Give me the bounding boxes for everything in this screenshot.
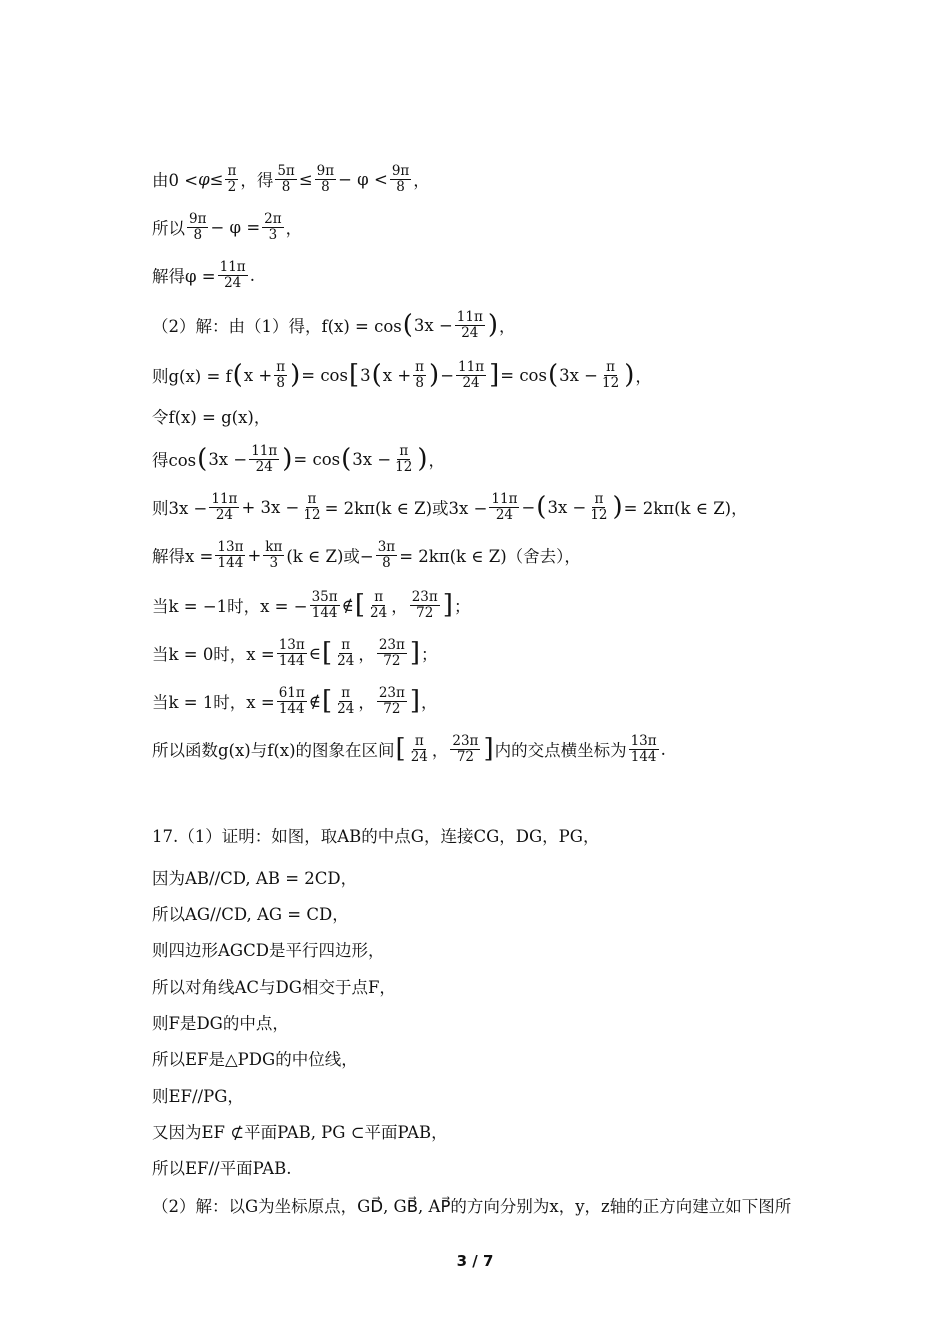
text: 当k = 1时，x = bbox=[152, 693, 275, 712]
text: ， bbox=[499, 317, 516, 336]
bracket-close: ] bbox=[489, 360, 500, 390]
denominator: 144 bbox=[311, 604, 338, 621]
solution-line bbox=[152, 726, 666, 772]
text: = cos bbox=[301, 365, 348, 385]
text: 3x − bbox=[352, 449, 392, 469]
fraction bbox=[489, 492, 519, 521]
fraction bbox=[376, 540, 397, 569]
denominator: 12 bbox=[590, 506, 608, 523]
fraction bbox=[274, 360, 287, 389]
bracket-open: [ bbox=[354, 590, 366, 620]
solution-line bbox=[152, 156, 430, 202]
fraction bbox=[450, 734, 480, 763]
problem-17-heading bbox=[152, 812, 599, 858]
denominator: 8 bbox=[276, 374, 285, 391]
text: = 2kπ(k ∈ Z)， bbox=[623, 499, 748, 518]
denominator: 144 bbox=[630, 748, 657, 765]
fraction bbox=[600, 360, 621, 389]
text: 由0 < bbox=[152, 171, 199, 190]
numerator: π bbox=[227, 163, 237, 180]
fraction bbox=[455, 310, 485, 339]
numerator: 5π bbox=[277, 163, 295, 180]
fraction bbox=[335, 638, 356, 667]
solution-line bbox=[152, 436, 445, 482]
denominator: 72 bbox=[416, 604, 434, 621]
text: ； bbox=[453, 597, 471, 616]
text: ， bbox=[421, 693, 438, 712]
paren-open: ( bbox=[232, 360, 243, 390]
text: 17.（1）证明：如图，取AB的中点G，连接CG，DG，PG， bbox=[152, 827, 600, 846]
numerator: 11π bbox=[456, 309, 483, 326]
fraction bbox=[377, 686, 407, 715]
numerator: 11π bbox=[251, 443, 278, 460]
text: 3x − bbox=[547, 497, 587, 517]
numerator: 23π bbox=[378, 685, 405, 702]
numerator: 23π bbox=[378, 637, 405, 654]
text: 因为AB//CD, AB = 2CD， bbox=[152, 869, 358, 888]
fraction bbox=[413, 360, 426, 389]
bracket-close: ] bbox=[409, 638, 421, 668]
text: 3x − bbox=[559, 365, 598, 385]
fraction bbox=[277, 686, 307, 715]
text: 则F是DG的中点， bbox=[152, 1014, 289, 1033]
numerator: π bbox=[276, 359, 286, 376]
text: . bbox=[249, 265, 255, 285]
text: 3x − bbox=[413, 315, 453, 335]
text: − φ = bbox=[210, 217, 261, 237]
paren-open: ( bbox=[341, 444, 352, 474]
paren-open: ( bbox=[402, 310, 413, 340]
fraction bbox=[368, 590, 389, 619]
text: 当k = 0时，x = bbox=[152, 645, 275, 664]
bracket-open: [ bbox=[395, 734, 406, 764]
numerator: π bbox=[414, 733, 424, 750]
solution-line bbox=[152, 393, 270, 439]
numerator: 9π bbox=[391, 163, 410, 180]
fraction bbox=[410, 590, 440, 619]
denominator: 72 bbox=[456, 748, 474, 765]
text: （2）解：以G为坐标原点，GD⃗, GB⃗, AP⃗的方向分别为x，y，z轴的正方向建立如下图所 bbox=[152, 1197, 792, 1216]
text: 则g(x) = f bbox=[152, 367, 232, 386]
denominator: 24 bbox=[255, 458, 273, 475]
text: 则四边形AGCD是平行四边形， bbox=[152, 941, 385, 960]
solution-line bbox=[152, 204, 302, 250]
text: 则EF//PG， bbox=[152, 1087, 244, 1106]
text: 所以对角线AC与DG相交于点F， bbox=[152, 978, 396, 997]
denominator: 8 bbox=[281, 178, 291, 195]
paren-close: ) bbox=[612, 492, 623, 522]
denominator: 3 bbox=[268, 226, 278, 243]
solution-line bbox=[152, 678, 438, 724]
text: ， bbox=[413, 171, 430, 190]
paren-close: ) bbox=[417, 444, 428, 474]
fraction bbox=[263, 540, 284, 569]
numerator: π bbox=[399, 443, 409, 460]
numerator: 13π bbox=[278, 637, 305, 654]
text: 所以函数g(x)与f(x)的图象在区间 bbox=[152, 741, 395, 760]
denominator: 24 bbox=[337, 700, 355, 717]
text: x + bbox=[382, 365, 412, 385]
fraction bbox=[301, 492, 322, 521]
bracket-open: [ bbox=[321, 686, 333, 716]
page-number: 3 / 7 bbox=[456, 1252, 494, 1270]
numerator: 2π bbox=[264, 211, 282, 228]
text: ∉ bbox=[308, 691, 321, 711]
denominator: 24 bbox=[215, 506, 233, 523]
text: ，得 bbox=[240, 171, 274, 190]
text: = cos bbox=[500, 365, 547, 385]
numerator: 3π bbox=[377, 539, 396, 556]
fraction bbox=[275, 164, 296, 193]
text: φ bbox=[198, 169, 210, 189]
numerator: 23π bbox=[411, 589, 438, 606]
denominator: 24 bbox=[461, 324, 479, 341]
numerator: 13π bbox=[630, 733, 657, 750]
denominator: 144 bbox=[217, 554, 244, 571]
fraction bbox=[310, 590, 340, 619]
text: + bbox=[247, 545, 262, 565]
text: = 2kπ(k ∈ Z)或3x − bbox=[324, 499, 488, 518]
denominator: 24 bbox=[224, 274, 242, 291]
denominator: 24 bbox=[495, 506, 514, 523]
text: 所以EF//平面PAB. bbox=[152, 1159, 292, 1178]
text: − bbox=[440, 365, 455, 385]
numerator: π bbox=[341, 685, 351, 702]
numerator: 9π bbox=[189, 211, 207, 228]
text: 3x − bbox=[208, 449, 248, 469]
solution-line bbox=[152, 1182, 791, 1228]
paren-close: ) bbox=[487, 310, 498, 340]
fraction bbox=[377, 638, 407, 667]
solution-line bbox=[152, 532, 581, 578]
fraction bbox=[588, 492, 609, 521]
denominator: 24 bbox=[462, 374, 480, 391]
fraction bbox=[218, 260, 248, 289]
text: ， bbox=[431, 741, 449, 760]
denominator: 24 bbox=[370, 604, 388, 621]
bracket-close: ] bbox=[442, 590, 453, 620]
paren-close: ) bbox=[429, 360, 440, 390]
denominator: 8 bbox=[382, 554, 391, 571]
paren-close: ) bbox=[290, 360, 301, 390]
numerator: π bbox=[374, 589, 384, 606]
text: 又因为EF ⊄平面PAB, PG ⊂平面PAB， bbox=[152, 1123, 448, 1142]
fraction bbox=[315, 164, 336, 193]
numerator: 35π bbox=[311, 589, 338, 606]
solution-line bbox=[152, 302, 516, 348]
numerator: kπ bbox=[265, 539, 283, 556]
fraction bbox=[249, 444, 279, 473]
bracket-close: ] bbox=[409, 686, 421, 716]
text: 令f(x) = g(x)， bbox=[152, 408, 271, 427]
denominator: 2 bbox=[227, 178, 237, 195]
denominator: 24 bbox=[337, 652, 355, 669]
denominator: 8 bbox=[415, 374, 424, 391]
text: 得cos bbox=[152, 451, 197, 470]
denominator: 144 bbox=[278, 700, 305, 717]
text: ， bbox=[358, 645, 375, 664]
numerator: π bbox=[341, 637, 351, 654]
numerator: π bbox=[415, 359, 425, 376]
text: ≤ bbox=[209, 169, 224, 189]
text: ， bbox=[428, 451, 445, 470]
text: . bbox=[660, 739, 666, 759]
denominator: 8 bbox=[396, 178, 405, 195]
numerator: 23π bbox=[452, 733, 479, 750]
bracket-close: ] bbox=[483, 734, 494, 764]
fraction bbox=[277, 638, 307, 667]
text: x + bbox=[243, 365, 273, 385]
fraction bbox=[456, 360, 486, 389]
fraction bbox=[335, 686, 356, 715]
numerator: π bbox=[307, 491, 317, 508]
denominator: 12 bbox=[303, 506, 321, 523]
fraction bbox=[262, 212, 283, 241]
paren-close: ) bbox=[282, 444, 293, 474]
text: 所以 bbox=[152, 219, 185, 238]
denominator: 8 bbox=[193, 226, 203, 243]
denominator: 24 bbox=[410, 748, 428, 765]
numerator: 11π bbox=[491, 491, 518, 508]
denominator: 12 bbox=[602, 374, 620, 391]
paren-close: ) bbox=[624, 360, 635, 390]
text: = cos bbox=[293, 449, 341, 469]
numerator: π bbox=[594, 491, 604, 508]
text: ， bbox=[285, 219, 303, 238]
text: 则3x − bbox=[152, 499, 208, 518]
paren-open: ( bbox=[536, 492, 547, 522]
fraction bbox=[215, 540, 245, 569]
text: ； bbox=[421, 645, 438, 664]
solution-line bbox=[152, 630, 438, 676]
text: ， bbox=[358, 693, 375, 712]
numerator: 9π bbox=[316, 163, 335, 180]
bracket-open: [ bbox=[348, 360, 360, 390]
fraction bbox=[390, 164, 411, 193]
fraction bbox=[225, 164, 238, 193]
bracket-open: [ bbox=[321, 638, 333, 668]
solution-line bbox=[152, 252, 255, 298]
text: ， bbox=[391, 597, 408, 616]
text: ≤ bbox=[298, 169, 313, 189]
denominator: 72 bbox=[383, 700, 401, 717]
solution-line bbox=[152, 484, 748, 530]
paren-open: ( bbox=[547, 360, 559, 390]
denominator: 8 bbox=[321, 178, 330, 195]
text: （2）解：由（1）得，f(x) = cos bbox=[152, 317, 402, 336]
text: ∈ bbox=[308, 643, 321, 663]
paren-open: ( bbox=[197, 444, 208, 474]
text: 所以EF是△PDG的中位线， bbox=[152, 1050, 358, 1069]
text: 3 bbox=[360, 365, 371, 385]
text: ， bbox=[635, 367, 652, 386]
fraction bbox=[629, 734, 659, 763]
text: + 3x − bbox=[241, 497, 300, 517]
text: 解得x = bbox=[152, 547, 214, 566]
paren-open: ( bbox=[371, 360, 382, 390]
denominator: 72 bbox=[383, 652, 401, 669]
text: − φ < bbox=[338, 169, 388, 189]
solution-line bbox=[152, 582, 470, 628]
fraction bbox=[187, 212, 208, 241]
text: 解得φ = bbox=[152, 267, 216, 286]
fraction bbox=[209, 492, 239, 521]
denominator: 12 bbox=[395, 458, 413, 475]
numerator: 11π bbox=[219, 259, 246, 276]
text: (k ∈ Z)或− bbox=[286, 547, 374, 566]
text: = 2kπ(k ∈ Z)（舍去）， bbox=[399, 547, 581, 566]
numerator: 61π bbox=[278, 685, 305, 702]
numerator: 13π bbox=[217, 539, 244, 556]
fraction bbox=[393, 444, 414, 473]
text: ∉ bbox=[341, 595, 354, 615]
denominator: 144 bbox=[278, 652, 305, 669]
fraction bbox=[409, 734, 430, 763]
text: 所以AG//CD, AG = CD， bbox=[152, 905, 349, 924]
text: 当k = −1时，x = − bbox=[152, 597, 308, 616]
numerator: 11π bbox=[211, 491, 238, 508]
numerator: π bbox=[606, 359, 616, 376]
text: 内的交点横坐标为 bbox=[494, 741, 627, 760]
text: − bbox=[521, 497, 536, 517]
solution-line bbox=[152, 352, 652, 398]
denominator: 3 bbox=[269, 554, 279, 571]
numerator: 11π bbox=[458, 359, 485, 376]
